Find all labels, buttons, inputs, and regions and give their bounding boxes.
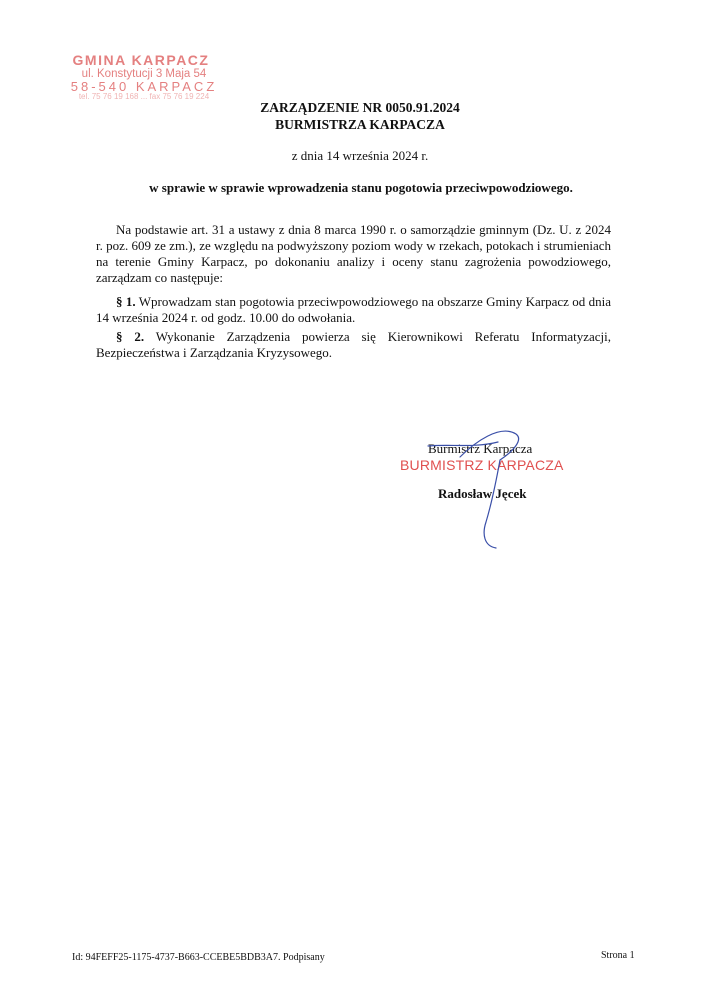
signature-office: Burmistrz Karpacza — [428, 441, 533, 456]
section-1-label: § 1. — [116, 294, 136, 309]
document-date: z dnia 14 września 2024 r. — [291, 148, 429, 163]
footer-document-id: Id: 94FEFF25-1175-4737-B663-CCEBE5BDB3A7. Podpisany — [72, 952, 325, 963]
section-2-text: Wykonanie Zarządzenia powierza się Kierownikowi Referatu Informatyzacji, Bezpieczeństwa i Zarządzania Kryzysowego. — [96, 329, 612, 360]
document-subject: w sprawie w sprawie wprowadzenia stanu pogotowia przeciwpowodziowego. — [149, 180, 573, 195]
stamp-line-postal: 58-540 KARPACZ — [70, 79, 218, 94]
section-2 — [96, 329, 611, 361]
stamp-line-phone: tel. 75 76 19 168 ... fax 75 76 19 224 — [78, 92, 210, 101]
signature-name: Radosław Jęcek — [438, 486, 527, 501]
handwritten-signature — [420, 422, 533, 552]
footer-page-number: Strona 1 — [601, 950, 635, 961]
document-issuer: BURMISTRZA KARPACZA — [275, 117, 445, 132]
document-title: ZARZĄDZENIE NR 0050.91.2024 — [260, 100, 460, 115]
section-1-text: Wprowadzam stan pogotowia przeciwpowodziowego na obszarze Gminy Karpacz od dnia 14 września 2024 r. od godz. 10.00 do odwołania. — [96, 294, 612, 325]
stamp-line-street: ul. Konstytucji 3 Maja 54 — [81, 68, 207, 80]
section-2-label: § 2. — [116, 329, 145, 344]
signature-stamp: BURMISTRZ KARPACZA — [400, 457, 564, 473]
office-stamp — [64, 52, 224, 101]
legal-basis-paragraph: Na podstawie art. 31 a ustawy z dnia 8 marca 1990 r. o samorządzie gminnym (Dz. U. z 2024 r. poz. 609 ze zm.), ze względu na podwyższony poziom wody w rzekach, potokach i strumieniach na terenie Gminy Karpacz, po dokonaniu analizy i oceny stanu zagrożenia powodziowego, zarządzam co następuje: — [96, 222, 611, 285]
section-1 — [96, 294, 611, 326]
stamp-line-name: GMINA KARPACZ — [72, 52, 210, 68]
signature-stroke — [428, 431, 519, 548]
